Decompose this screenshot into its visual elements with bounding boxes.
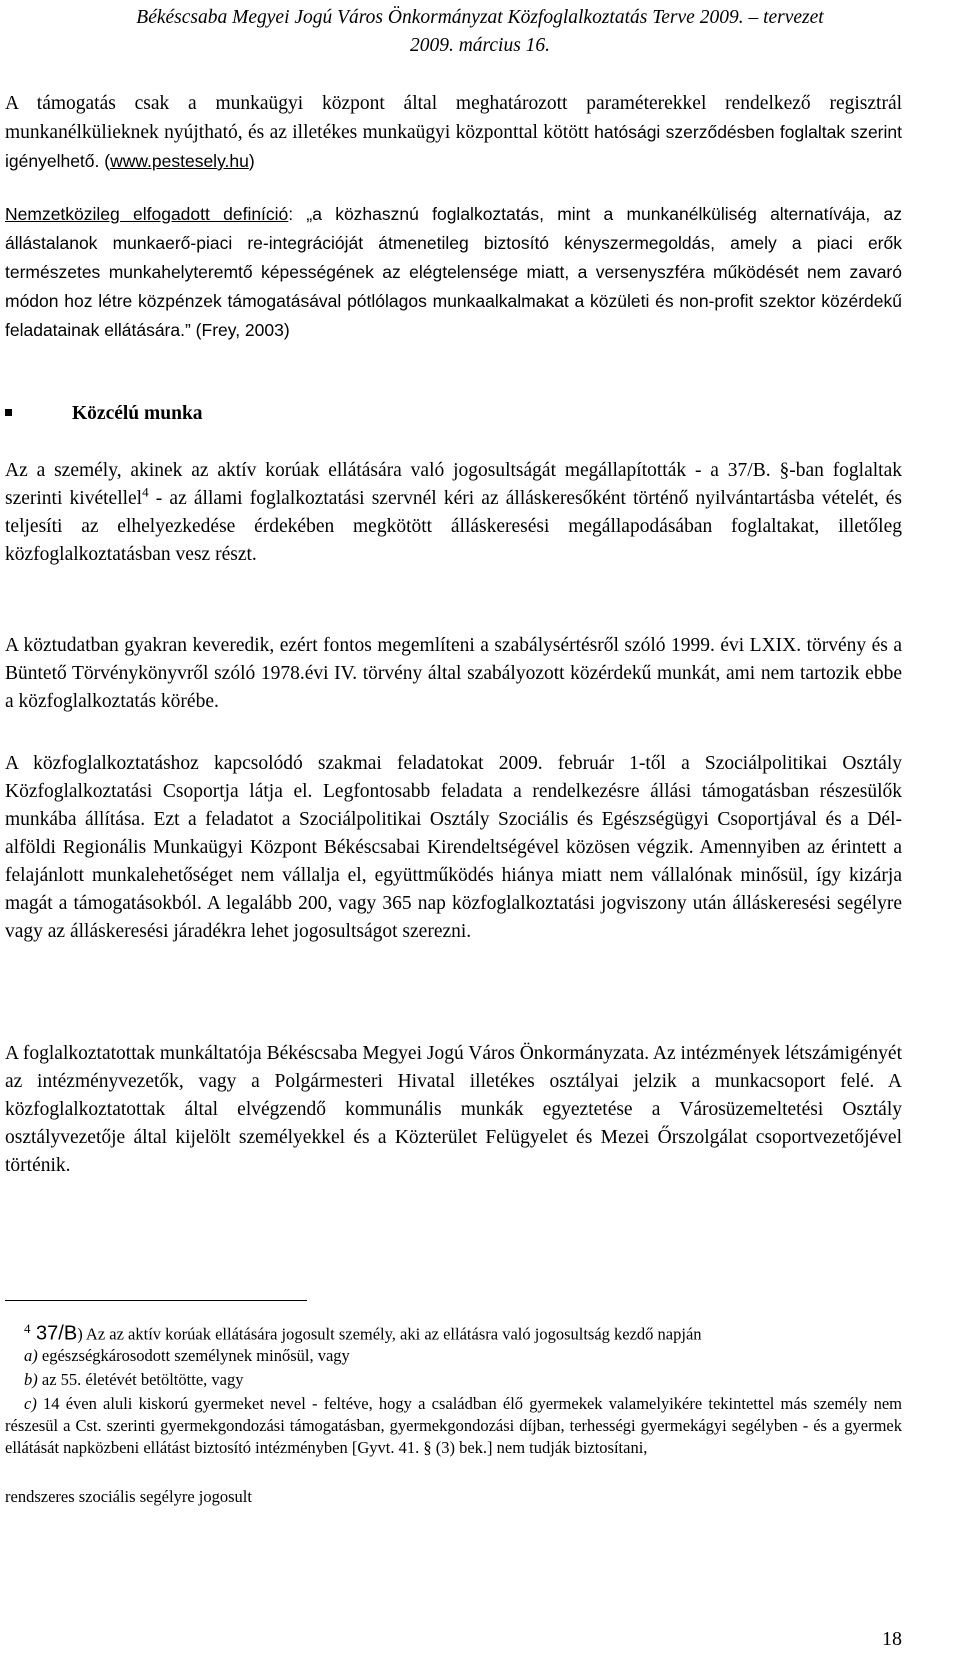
footnote-last-text: rendszeres szociális segélyre jogosult [5, 1487, 252, 1506]
header-title: Békéscsaba Megyei Jogú Város Önkormányzat Közfoglalkoztatás Terve 2009. – tervezet [136, 7, 824, 28]
page-number: 18 [882, 1628, 902, 1650]
footnote-item-b [24, 1369, 902, 1391]
item-a-text: egészségkárosodott személynek minősül, vagy [37, 1346, 350, 1365]
footnote-ref-4[interactable]: 4 [142, 484, 149, 500]
p1-line-2: regisztrál munkanélkülieknek nyújtható, és az illetékes munkaügyi központtal kötött [5, 93, 903, 143]
p5-text: A közfoglalkoztatáshoz kapcsolódó szakmai feladatokat 2009. február 1-től a Szociálpolitikai Osztály Közfoglalkoztatási Csoportja látja el. Legfontosabb feladata a rendelkezésre állási támogatásban részesülők munkába állítása. Ezt a feladatot a Szociálpolitikai Osztály Szociális és Egészségügyi Csoportjával és a Dél-alföldi Regionális Munkaügyi Központ Békéscsabai Kirendeltségével közösen végzik. Amennyiben az érintett a felajánlott munkalehetőséget nem vállalja el, együttműködés hiánya miatt nem vállalónak minősül, így kizárja magát a támogatásokból. A legalább 200, vagy 365 nap közfoglalkoztatási jogviszony után álláskeresési segélyre vagy az álláskeresési járadékra lehet jogosultságot szerezni. [5, 753, 902, 942]
section-heading-row [5, 400, 203, 428]
paragraph-employer [5, 1040, 902, 1180]
footnote-number: 4 [24, 1321, 31, 1336]
item-b-label: b) [24, 1370, 38, 1389]
footnote-item-c [5, 1393, 902, 1459]
item-c-text: 14 éven aluli kiskorú gyermeket nevel - feltéve, hogy a családban élő gyermekek valamelyikére tekintettel más személy nem részesül a Cst. szerinti gyermekgondozási támogatásban, gyermekgondozási díjban, terhességi gyermekágyi segélyben - és a gyermek ellátását napközbeni ellátást biztosító intézményben [Gyvt. 41. § (3) bek.] nem tudják biztosítani, [5, 1394, 902, 1457]
p3-text-end: - az állami foglalkoztatási szervnél kéri az álláskeresőként történő nyilvántartásba vételét, és teljesíti az elhelyezkedése érdekében megkötött álláskeresési megállapodásában foglaltakat, illetőleg közfoglalkoztatásban vesz részt. [5, 488, 903, 565]
item-a-label: a) [24, 1346, 38, 1365]
p3-text-start: Az a személy, akinek az aktív korúak ellátására való jogosultságát megállapították - a 37/B. §-ban foglaltak szerinti kivétellel [5, 460, 902, 509]
section-heading: Közcélú munka [72, 403, 203, 424]
p4-text: A köztudatban gyakran keveredik, ezért fontos megemlíteni a szabálysértésről szóló 1999. évi LXIX. törvény és a Büntető Törvénykönyvről szóló 1978.évi IV. törvény által szabályozott közérdekű munkát, ami nem tartozik ebbe a közfoglalkoztatás körébe. [5, 635, 902, 712]
item-b-text: az 55. életévét betöltötte, vagy [37, 1370, 244, 1389]
paragraph-public-interest-work [5, 632, 902, 716]
pestesely-link[interactable]: www.pestesely.hu [110, 151, 249, 171]
paragraph-responsibilities [5, 750, 902, 946]
square-bullet-icon [5, 409, 12, 416]
paragraph-eligibility [5, 457, 902, 569]
footnote-last-line [5, 1486, 902, 1508]
p1-line-3: hatósági szerződésben foglaltak szerint igényelhető. ( [5, 122, 902, 171]
header-date: 2009. március 16. [409, 35, 551, 56]
p6-text: A foglalkoztatottak munkáltatója Békéscsaba Megyei Jogú Város Önkormányzata. Az intézmények létszámigényét az intézményvezetők, vagy a Polgármesteri Hivatal illetékes osztályai jelzik a munkacsoport felé. A közfoglalkoztatottak által elvégzendő kommunális munkák egyeztetése a Városüzemeltetési Osztály osztályvezetője által kijelölt személyekkel és a Közterület Felügyelet és Mezei Őrszolgálat csoportvezetőjével történik. [5, 1043, 902, 1176]
definition-colon: : [288, 204, 307, 224]
footnote-4-intro [24, 1318, 902, 1346]
paragraph-definition [5, 200, 902, 345]
definition-text: „a közhasznú foglalkoztatás, mint a munkanélküliség alternatívája, az állástalanok munkaerő-piaci re-integrációját átmenetileg biztosító kényszermegoldás, amely a piaci erők természetes munkahelyteremtő képességének az elégtelensége miatt, a versenyszféra működését nem zavaró módon hoz létre közpénzek támogatásával pótlólagos munkaalkalmakat a közületi és non-profit szektor közérdekű feladatainak ellátására.” (Frey, 2003) [5, 204, 902, 340]
footnote-item-a [24, 1345, 902, 1367]
footnote-ref-text: 37/B [30, 1322, 78, 1345]
definition-label: Nemzetközileg elfogadott definíció [5, 204, 289, 224]
footnote-separator [5, 1300, 307, 1301]
p1-close-paren: ) [248, 151, 255, 171]
paragraph-support-conditions [5, 90, 902, 176]
p1-line-1: A támogatás csak a munkaügyi központ által meghatározott paraméterekkel rendelkező [5, 93, 811, 114]
item-c-label: c) [24, 1394, 37, 1413]
footnote-intro-text: ) Az az aktív korúak ellátására jogosult személy, aki az ellátásra való jogosultság kezdő napján [77, 1324, 702, 1344]
running-header [0, 4, 960, 60]
